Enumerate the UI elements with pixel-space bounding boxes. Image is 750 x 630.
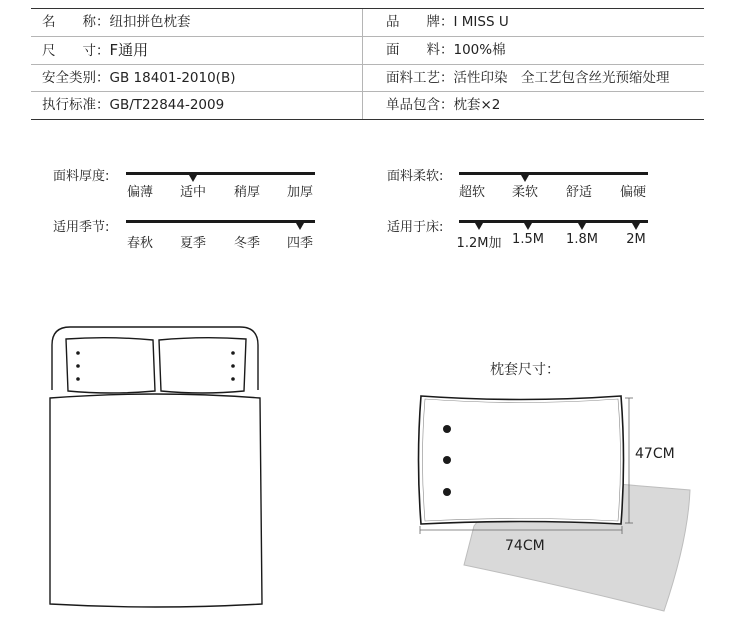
scale-option: 柔软: [511, 185, 538, 200]
scale-option: 夏季: [179, 236, 206, 251]
pillow-button-dot: [231, 377, 235, 381]
pillow-width-label: 74CM: [505, 538, 545, 554]
scale-option: 四季: [286, 236, 313, 251]
pillow-button-dot: [443, 488, 451, 496]
pillow-size-title: 枕套尺寸：: [490, 362, 560, 378]
scale-option: 偏薄: [126, 185, 153, 200]
scale-option: 2M: [626, 232, 646, 247]
scale-title: 适用于床:: [387, 220, 444, 235]
scale-option: 春秋: [126, 236, 153, 251]
scale-option: 冬季: [233, 236, 260, 251]
bed-illustration: [50, 327, 262, 607]
scale-option: 1.2M加: [456, 236, 502, 251]
scale-option: 1.8M: [566, 232, 598, 247]
spec-value: 活性印染 全工艺包含丝光预缩处理: [453, 70, 670, 86]
spec-value: 100%棉: [453, 42, 506, 58]
spec-value: F通用: [109, 41, 149, 59]
spec-key: 尺 寸：: [42, 43, 110, 59]
scale-title: 适用季节:: [53, 220, 110, 235]
scale-option: 超软: [458, 185, 485, 200]
spec-key: 单品包含：: [386, 97, 454, 113]
pillow-height-label: 47CM: [635, 446, 675, 462]
spec-value: I MISS U: [453, 14, 509, 30]
spec-value: 纽扣拼色枕套: [109, 14, 191, 30]
pillow-button-dot: [231, 351, 235, 355]
spec-key: 面料工艺：: [386, 70, 454, 86]
spec-key: 面 料：: [386, 42, 454, 58]
spec-value: GB/T22844-2009: [109, 97, 225, 113]
bed-quilt: [50, 394, 262, 607]
spec-key: 安全类别：: [42, 70, 110, 86]
scale-title: 面料厚度:: [53, 169, 110, 184]
bed-pillow-buttons: [76, 351, 235, 381]
pillow-button-dot: [76, 351, 80, 355]
pillow-button-dot: [76, 377, 80, 381]
spec-key: 名 称：: [42, 14, 110, 30]
scale-title: 面料柔软:: [387, 169, 444, 184]
scale-option: 稍厚: [233, 185, 260, 200]
spec-value: GB 18401-2010(B): [109, 70, 236, 86]
pillow-button-dot: [231, 364, 235, 368]
scale-option: 加厚: [286, 185, 313, 200]
pillow-button-dot: [76, 364, 80, 368]
pillow-button-dot: [443, 456, 451, 464]
spec-value: 枕套×2: [453, 97, 501, 113]
scale-option: 1.5M: [512, 232, 544, 247]
pillow-button-dot: [443, 425, 451, 433]
scale-option: 舒适: [565, 185, 592, 200]
scale-option: 偏硬: [619, 185, 646, 200]
spec-key: 执行标准：: [42, 97, 110, 113]
spec-key: 品 牌：: [386, 14, 454, 30]
scale-option: 适中: [179, 185, 206, 200]
